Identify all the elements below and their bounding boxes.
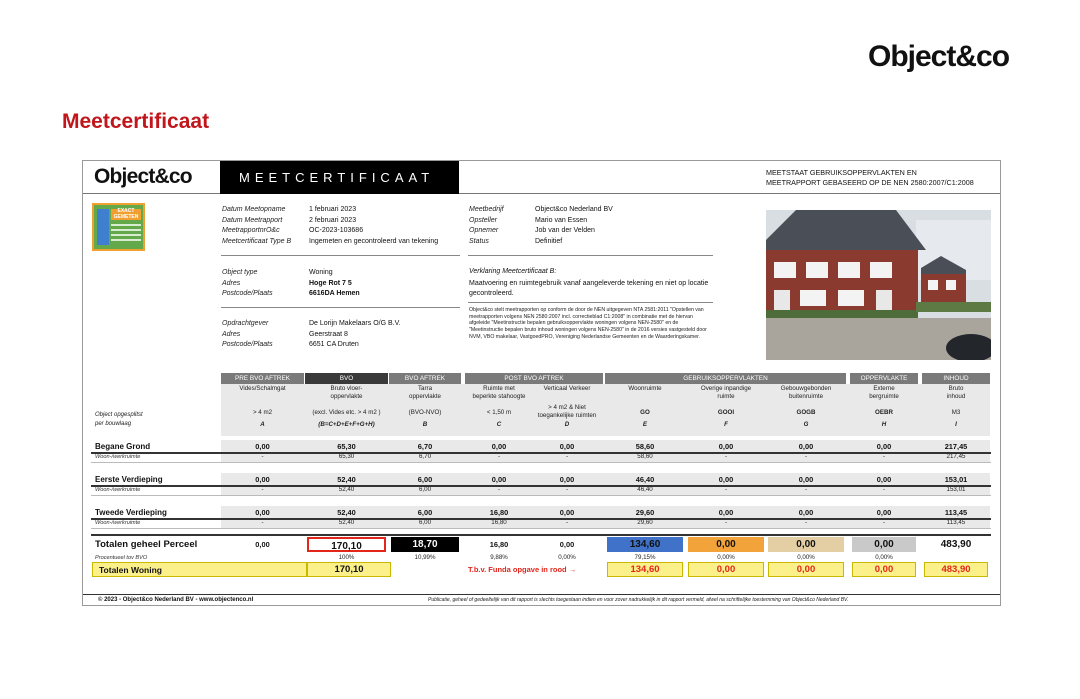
funda-note: T.b.v. Funda opgave in rood → <box>468 565 577 574</box>
floor-value: 217,45 <box>944 442 968 451</box>
floor-value: 6,00 <box>417 508 433 517</box>
column-qualifier: OEBR <box>875 409 893 416</box>
group-gebruiksoppervlakten: GEBRUIKSOPPERVLAKTEN <box>605 373 846 384</box>
floor-subvalue: 113,45 <box>946 519 966 526</box>
floor-subline <box>91 495 991 496</box>
certificate-header <box>83 161 1000 194</box>
floor-value: 0,00 <box>255 508 270 517</box>
floor-subvalue: 65,30 <box>338 453 355 460</box>
floor-value: 0,00 <box>798 475 814 484</box>
left-label-2: per bouwlaag <box>95 421 132 427</box>
floor-subvalue: - <box>261 486 264 493</box>
column-code: A <box>260 421 265 428</box>
meta-right <box>469 205 613 247</box>
subtitle-line-1: MEETSTAAT GEBRUIKSOPPERVLAKTEN EN <box>766 168 917 177</box>
group-pre-bvo-aftrek: PRE BVO AFTREK <box>221 373 304 384</box>
column-qualifier: GO <box>640 409 650 416</box>
exact-gemeten-badge-icon <box>92 203 145 251</box>
object-value: Woning <box>309 269 333 276</box>
page-title: Meetcertificaat <box>62 110 210 133</box>
client-row <box>222 330 401 341</box>
floor-subvalue: - <box>724 486 728 493</box>
client-value: De Lorijn Makelaars O/G B.V. <box>309 320 401 327</box>
woning-value: 483,90 <box>924 562 988 577</box>
floor-subline <box>91 462 991 463</box>
floor-value: 58,60 <box>635 442 655 451</box>
percent-value: 10,99% <box>414 554 436 561</box>
column-qualifier: > 4 m2 <box>252 409 273 416</box>
column-qualifier: M3 <box>951 409 961 416</box>
explanation-text: Maatvoering en ruimtegebruik vanaf aangeleverde tekening en niet op locatie gecontroleerd. <box>469 280 709 297</box>
column-code: H <box>881 421 887 428</box>
column-code: C <box>496 421 502 428</box>
object-info <box>222 268 360 300</box>
percent-value: 9,88% <box>490 554 508 561</box>
floor-subvalue: 52,40 <box>338 486 355 493</box>
floor-subvalue: - <box>565 519 569 526</box>
house-photo <box>766 210 991 360</box>
subtitle-line-2: MEETRAPPORT GEBASEERD OP DE NEN 2580:2007/C1:2008 <box>766 178 974 187</box>
floor-value: 0,00 <box>798 508 814 517</box>
meta-right-value: Mario van Essen <box>535 216 588 224</box>
floor-value: 113,45 <box>944 508 968 517</box>
meta-left-value: 2 februari 2023 <box>309 216 357 224</box>
floor-value: 0,00 <box>718 442 734 451</box>
group-inhoud: INHOUD <box>922 373 990 384</box>
client-value: Geerstraat 8 <box>309 330 348 338</box>
group-post-bvo-aftrek: POST BVO AFTREK <box>465 373 603 384</box>
column-code: (B=C+D+E+F+G+H) <box>318 421 375 428</box>
client-key: Postcode/Plaats <box>222 341 273 348</box>
floor-value: 16,80 <box>489 508 509 517</box>
woning-value: 0,00 <box>852 562 916 577</box>
column-title: Bruto <box>948 385 964 392</box>
brand-logo: Object&co <box>868 40 1010 73</box>
column-qualifier: > 4 m2 & Niet toegankelijke ruimten <box>537 404 597 419</box>
floor-subvalue: - <box>565 486 569 493</box>
floor-subvalue: 217,45 <box>946 453 966 460</box>
woning-value: 134,60 <box>607 562 683 577</box>
floor-subvalue: - <box>497 486 501 493</box>
certificate-subtitle <box>766 168 974 188</box>
column-qualifier: < 1,50 m <box>486 409 512 416</box>
floor-subvalue: 6,00 <box>418 519 432 526</box>
floor-subname: Woon-/werkruimte <box>95 487 141 493</box>
floor-subvalue: - <box>882 519 886 526</box>
floor-subvalue: - <box>804 453 808 460</box>
client-row <box>222 319 401 330</box>
floor-value: 0,00 <box>559 442 575 451</box>
column-code: B <box>422 421 428 428</box>
floor-value: 0,00 <box>255 475 270 484</box>
object-row <box>222 268 360 279</box>
meta-left-key: Meetcertificaat Type B <box>222 237 292 245</box>
floor-value: 0,00 <box>491 442 507 451</box>
object-key: Postcode/Plaats <box>222 290 273 297</box>
floor-value: 0,00 <box>876 508 892 517</box>
floor-value: 65,30 <box>337 442 356 451</box>
floor-value: 0,00 <box>255 442 270 451</box>
total-value: 0,00 <box>559 540 575 549</box>
object-key: Adres <box>222 279 241 287</box>
total-value: 134,60 <box>607 537 683 552</box>
floor-value: 0,00 <box>798 442 814 451</box>
floor-subvalue: 52,40 <box>338 519 355 526</box>
standard-notice: Object&co stelt meetrapporten op conform de door de NEN uitgegeven NTA 2581:2011 "Opstellen van meetrapporten volgens NEN 2580:2007 incl. correctieblad C1:2008" in combinatie met de hiervan afgeleide "Meetinstructie bepalen gebruiksoppervlakte woningen volgens NEN-2580" en de "Meetinstructie bepalen bruto inhoud woningen volgens NEN-2580" in de 2016 versies vastgesteld door NVM, VBO makelaar, VastgoedPRO, Vereniging Nederlandse Gemeenten en de Waarderingskamer. <box>469 307 707 340</box>
meta-right-key: Meetbedrijf <box>469 206 504 213</box>
meta-right-value: Definitief <box>535 237 563 245</box>
floor-name: Begane Grond <box>95 442 151 451</box>
floor-value: 6,70 <box>417 442 433 451</box>
floor-value: 0,00 <box>491 475 507 484</box>
column-code: E <box>642 421 648 428</box>
floor-value: 0,00 <box>876 442 892 451</box>
total-value: 18,70 <box>391 537 459 552</box>
floor-subvalue: 6,70 <box>418 453 432 460</box>
totals-woning-label: Totalen Woning <box>99 565 162 575</box>
total-value: 0,00 <box>768 537 844 552</box>
client-info <box>222 319 401 351</box>
floor-subname: Woon-/werkruimte <box>95 520 141 526</box>
badge-label: EXACT GEMETEN <box>111 209 141 220</box>
meta-right-row <box>469 237 613 248</box>
column-title: Vides/Schalmgat <box>239 385 286 392</box>
column-title: Overige inpandige <box>700 385 752 392</box>
column-title: Gebouwgebonden <box>780 385 832 392</box>
meta-right-key: Status <box>469 237 489 245</box>
footer-copyright: © 2023 - Object&co Nederland BV - www.objectenco.nl <box>98 597 254 603</box>
total-value: 0,00 <box>688 537 764 552</box>
meta-left-value: 1 februari 2023 <box>309 206 357 213</box>
total-value: 0,00 <box>852 537 916 552</box>
total-value: 483,90 <box>940 539 972 550</box>
floor-subvalue: - <box>724 453 728 460</box>
floor-name: Eerste Verdieping <box>95 475 163 484</box>
column-code: I <box>955 421 957 428</box>
column-qualifier: GOOI <box>717 409 735 416</box>
percent-value: 0,00% <box>875 554 893 561</box>
client-key: Adres <box>222 330 241 338</box>
column-title-2: oppervlakte <box>409 393 441 400</box>
floor-value: 0,00 <box>718 508 734 517</box>
column-title: Verticaal Verkeer <box>543 385 591 392</box>
floor-subvalue: - <box>261 519 264 526</box>
percent-value: 0,00% <box>558 554 576 561</box>
column-qualifier: (excl. Vides etc. > 4 m2 ) <box>312 409 381 416</box>
column-title: Ruimte met <box>483 385 515 392</box>
meta-right-value: Object&co Nederland BV <box>535 206 613 213</box>
meta-left-key: MeetrapportnrO&c <box>222 227 280 234</box>
floor-subvalue: - <box>724 519 728 526</box>
group-oppervlakte: OPPERVLAKTE <box>850 373 918 384</box>
meetcertificaat-document <box>82 160 1001 606</box>
totals-perceel-label: Totalen geheel Perceel <box>95 539 198 550</box>
column-qualifier: GOGB <box>796 409 816 416</box>
meta-right-value: Job van der Velden <box>535 227 595 234</box>
object-value: 6616DA Hemen <box>309 290 360 297</box>
floor-subvalue: - <box>882 453 886 460</box>
percent-label: Procentueel tov BVO <box>95 555 148 561</box>
meta-left-value: OC-2023-103686 <box>309 227 364 234</box>
floor-value: 6,00 <box>417 475 433 484</box>
percent-value: 0,00% <box>717 554 735 561</box>
floor-subvalue: 29,60 <box>637 519 653 526</box>
certificate-logo: Object&co <box>94 165 192 188</box>
client-row <box>222 340 401 351</box>
object-value: Hoge Rot 7 5 <box>309 279 352 287</box>
object-row <box>222 289 360 300</box>
floor-value: 0,00 <box>559 508 575 517</box>
column-code: D <box>564 421 570 428</box>
floor-subvalue: 46,40 <box>637 486 653 493</box>
floor-value: 0,00 <box>718 475 734 484</box>
column-title-2: beperkte stahoogte <box>472 393 526 400</box>
floor-value: 52,40 <box>337 508 356 517</box>
floor-subvalue: - <box>261 453 264 460</box>
floor-name: Tweede Verdieping <box>95 508 167 517</box>
column-title: Bruto vloer- <box>330 385 363 392</box>
group-bvo-aftrek: BVO AFTREK <box>389 373 461 384</box>
woning-value: 0,00 <box>768 562 844 577</box>
floor-subvalue: 153,01 <box>946 486 966 493</box>
certificate-banner: MEETCERTIFICAAT <box>220 161 459 194</box>
column-title: Tarra <box>417 385 433 392</box>
floor-value: 52,40 <box>337 475 356 484</box>
measurement-table-header <box>221 373 990 384</box>
floor-subvalue: 58,60 <box>637 453 653 460</box>
floor-value: 29,60 <box>635 508 655 517</box>
floor-subname: Woon-/werkruimte <box>95 454 141 460</box>
total-value: 16,80 <box>489 540 509 549</box>
meta-left <box>222 205 438 247</box>
column-title-2: bergruimte <box>869 393 899 400</box>
total-value: 170,10 <box>307 537 386 552</box>
floor-subvalue: - <box>804 519 808 526</box>
column-title: Externe <box>873 385 895 392</box>
floor-subvalue: - <box>882 486 886 493</box>
meta-right-key: Opnemer <box>469 227 499 234</box>
floor-subvalue: - <box>804 486 808 493</box>
floor-subline <box>91 528 991 529</box>
floor-value: 46,40 <box>635 475 655 484</box>
column-title-2: buitenruimte <box>788 393 824 400</box>
client-value: 6651 CA Druten <box>309 341 359 348</box>
floor-subvalue: 16,80 <box>491 519 507 526</box>
percent-value: 100% <box>338 554 355 561</box>
meta-right-row <box>469 216 613 227</box>
meta-right-key: Opsteller <box>469 216 498 224</box>
meta-right-row <box>469 205 613 216</box>
floor-subvalue: - <box>497 453 501 460</box>
object-row <box>222 279 360 290</box>
column-title-2: ruimte <box>717 393 735 400</box>
floor-subvalue: - <box>565 453 569 460</box>
meta-right-row <box>469 226 613 237</box>
meta-left-row <box>222 237 438 248</box>
column-title: Woonruimte <box>628 385 662 392</box>
object-key: Object type <box>222 269 258 276</box>
woning-value: 0,00 <box>688 562 764 577</box>
percent-value: 79,15% <box>634 554 656 561</box>
certificate-footer <box>83 594 1000 606</box>
floor-value: 0,00 <box>876 475 892 484</box>
meta-left-row <box>222 205 438 216</box>
client-key: Opdrachtgever <box>222 320 269 327</box>
column-title-2: inhoud <box>946 393 966 400</box>
floor-value: 153,01 <box>944 475 968 484</box>
woning-bvo: 170,10 <box>307 562 391 577</box>
group-bvo: BVO <box>305 373 388 384</box>
column-title-2: oppervlakte <box>330 393 363 400</box>
meta-left-key: Datum Meetopname <box>222 206 286 213</box>
column-code: G <box>803 421 809 428</box>
left-label-1: Object opgesplitst <box>95 412 143 418</box>
floor-subvalue: 6,00 <box>418 486 432 493</box>
footer-disclaimer: Publicatie, geheel of gedeeltelijk van dit rapport is slechts toegestaan indien en voor zover nadrukkelijk in dit rapport vermeld, afwel na schriftelijke toestemming van Object&co Nederland BV. <box>428 597 849 603</box>
column-code: F <box>724 421 728 428</box>
total-value: 0,00 <box>255 540 270 549</box>
meta-left-key: Datum Meetrapport <box>222 216 283 224</box>
column-qualifier: (BVO-NVO) <box>408 409 442 416</box>
meta-left-value: Ingemeten en gecontroleerd van tekening <box>309 237 439 245</box>
meta-left-row <box>222 216 438 227</box>
explanation-title: Verklaring Meetcertificaat B: <box>469 268 557 275</box>
floor-value: 0,00 <box>559 475 575 484</box>
percent-value: 0,00% <box>797 554 815 561</box>
meta-left-row <box>222 226 438 237</box>
